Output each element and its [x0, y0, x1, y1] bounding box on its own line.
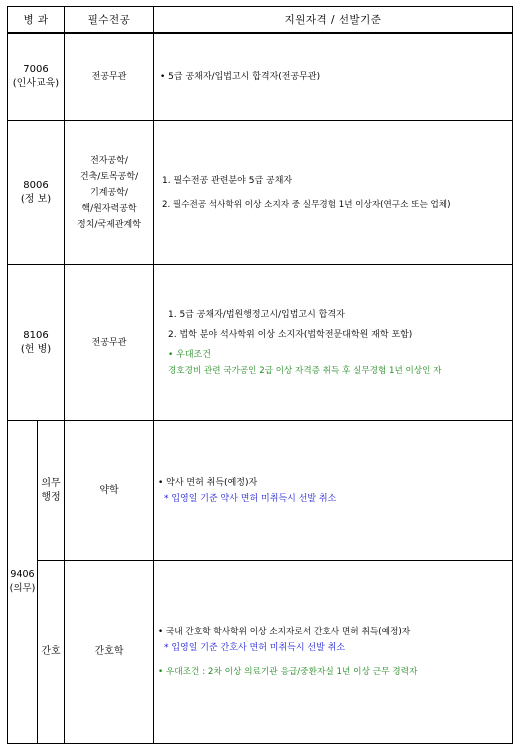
- subbranch-text: 간호: [41, 646, 61, 657]
- major-cell-7006: [65, 34, 153, 120]
- branch-code: 8106: [23, 329, 49, 341]
- header-criteria: 지원자격 / 선발기준: [284, 13, 382, 26]
- criteria-cell-7006: [160, 34, 510, 120]
- branch-code: 7006: [23, 64, 49, 75]
- table-border-right: [512, 6, 513, 744]
- preference-title: • 우대조건: [168, 349, 211, 360]
- criteria-text: 1. 필수전공 관련분야 5급 공채자: [162, 175, 293, 186]
- criteria-text: 1. 5급 공채자/법원행정고시/입법고시 합격자: [168, 309, 345, 320]
- criteria-cell-admin: [158, 421, 510, 560]
- major-line: 건축/토목공학/: [79, 171, 139, 182]
- major-cell-8006: [65, 121, 153, 264]
- major-cell-8106: [65, 265, 153, 420]
- branch-name: (의무): [9, 583, 36, 594]
- criteria-note: * 입영일 기준 간호사 면허 미취득시 선발 취소: [164, 643, 346, 653]
- criteria-text: 2. 법학 분야 석사학위 이상 소지자(법학전문대학원 재학 포함): [168, 329, 413, 340]
- branch-name: (정 보): [20, 193, 52, 205]
- criteria-note: * 입영일 기준 약사 면허 미취득시 선발 취소: [164, 493, 337, 504]
- criteria-text: • 5급 공채자/입법고시 합격자(전공무관): [160, 72, 321, 82]
- header-major: 필수전공: [87, 13, 131, 26]
- criteria-cell-8006: [162, 121, 510, 264]
- criteria-text: • 약사 면허 취득(예정)자: [158, 477, 258, 488]
- major-line: 핵/원자력공학: [81, 203, 137, 214]
- branch-cell-8006: [8, 121, 64, 264]
- major-text: 전공무관: [91, 337, 127, 348]
- major-line: 기계공학/: [90, 187, 128, 198]
- header-branch: 병 과: [23, 13, 49, 26]
- subbranch-cell-admin: [38, 421, 64, 560]
- branch-cell-8106: [8, 265, 64, 420]
- header-major-cell: [65, 7, 153, 32]
- major-cell-admin: [65, 421, 153, 560]
- major-line: 정치/국제관계학: [77, 219, 141, 230]
- branch-name: (헌 병): [20, 343, 52, 355]
- branch-code: 9406: [10, 569, 35, 580]
- criteria-cell-nursing: [158, 561, 510, 743]
- branch-cell-9406: [8, 421, 37, 743]
- column-divider: [153, 6, 154, 744]
- subbranch-line: 의무: [41, 477, 61, 489]
- branch-name: (인사교육): [12, 78, 60, 89]
- branch-code: 8006: [23, 179, 49, 191]
- major-cell-nursing: [65, 561, 153, 743]
- header-branch-cell: [8, 7, 64, 32]
- table-border-bottom: [7, 743, 513, 744]
- subbranch-line: 행정: [41, 491, 61, 503]
- header-criteria-cell: [154, 7, 512, 32]
- major-text: 전공무관: [91, 72, 127, 82]
- major-line: 전자공학/: [90, 155, 128, 166]
- criteria-text: 2. 필수전공 석사학위 이상 소지자 중 실무경험 1년 이상자(연구소 또는 업체): [162, 199, 451, 210]
- criteria-cell-8106: [168, 265, 510, 420]
- major-text: 간호학: [94, 646, 124, 657]
- preference-text: 경호경비 관련 국가공인 2급 이상 자격증 취득 후 실무경험 1년 이상인 자: [168, 365, 442, 376]
- preference-text: • 우대조건 : 2차 이상 의료기관 응급/중환자실 1년 이상 근무 경력자: [158, 667, 418, 677]
- criteria-text: • 국내 간호학 학사학위 이상 소지자로서 간호사 면허 취득(예정)자: [158, 627, 411, 637]
- branch-cell-7006: [8, 34, 64, 120]
- major-text: 약학: [99, 484, 119, 496]
- subbranch-cell-nursing: [38, 561, 64, 743]
